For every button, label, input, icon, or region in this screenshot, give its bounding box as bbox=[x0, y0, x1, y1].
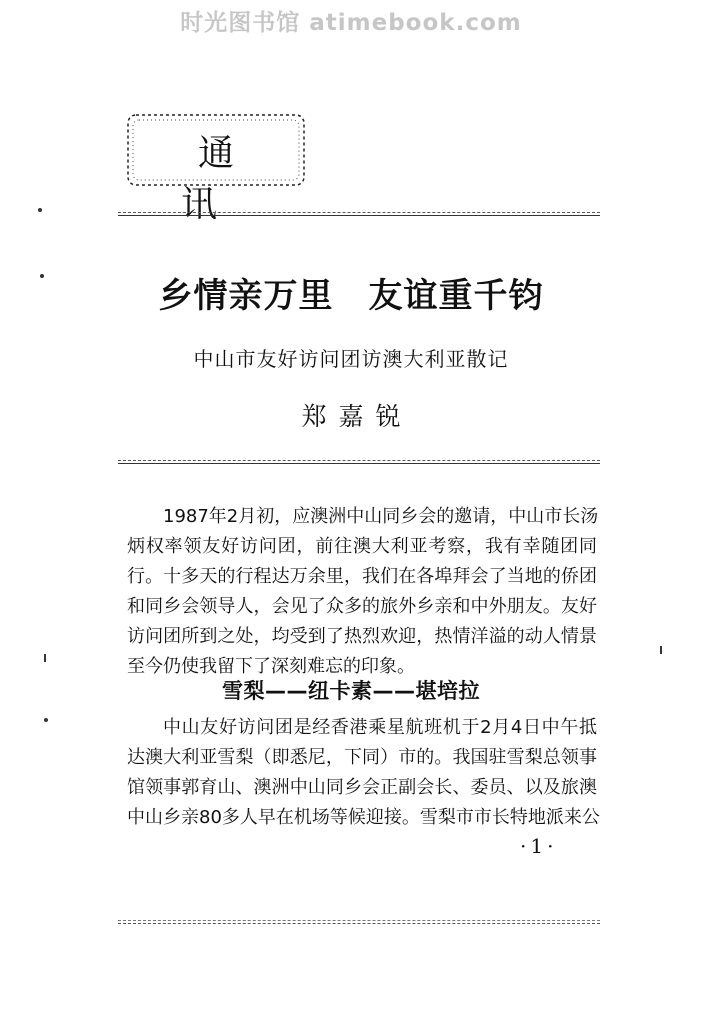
column-label: 通 讯 bbox=[180, 133, 268, 225]
paragraph-line: 至今仍使我留下了深刻难忘的印象。 bbox=[127, 656, 415, 677]
page-number: ·1· bbox=[520, 834, 558, 858]
paragraph-line: 访问团所到之处，均受到了热烈欢迎，热情洋溢的动人情景 bbox=[127, 626, 597, 647]
author-name: 郑嘉锐 bbox=[301, 402, 413, 431]
column-label-frame bbox=[124, 111, 308, 225]
watermark: 时光图书馆 atimebook.com bbox=[180, 10, 522, 36]
paragraph-line: 中山友好访问团是经香港乘星航班机于2月4日中午抵 bbox=[163, 717, 597, 738]
divider-top bbox=[118, 212, 600, 216]
scan-speck bbox=[44, 654, 46, 662]
divider-bottom bbox=[118, 920, 600, 924]
section-heading: 雪梨——纽卡素——堪培拉 bbox=[222, 679, 480, 703]
paragraph-line: 馆领事郭育山、澳洲中山同乡会正副会长、委员、以及旅澳 bbox=[127, 777, 597, 798]
body-paragraph bbox=[127, 713, 600, 833]
paragraph-line: 中山乡亲80多人早在机场等候迎接。雪梨市市长特地派来公 bbox=[127, 807, 600, 828]
paragraph-line: 和同乡会领导人，会见了众多的旅外乡亲和中外朋友。友好 bbox=[127, 596, 597, 617]
scan-speck bbox=[660, 646, 662, 654]
intro-paragraph bbox=[127, 502, 597, 682]
scan-speck bbox=[40, 274, 44, 278]
paragraph-line: 达澳大利亚雪梨（即悉尼，下同）市的。我国驻雪梨总领事 bbox=[127, 747, 597, 768]
scan-speck bbox=[44, 718, 48, 722]
article-subtitle: 中山市友好访问团访澳大利亚散记 bbox=[193, 347, 509, 371]
paragraph-line: 炳权率领友好访问团，前往澳大利亚考察，我有幸随团同 bbox=[127, 536, 597, 557]
scan-speck bbox=[38, 208, 42, 212]
divider-middle bbox=[118, 460, 600, 464]
paragraph-line: 1987年2月初，应澳洲中山同乡会的邀请，中山市长汤 bbox=[163, 506, 599, 527]
paragraph-line: 行。十多天的行程达万余里，我们在各埠拜会了当地的侨团 bbox=[127, 566, 597, 587]
article-title: 乡情亲万里 友谊重千钧 bbox=[158, 276, 544, 316]
